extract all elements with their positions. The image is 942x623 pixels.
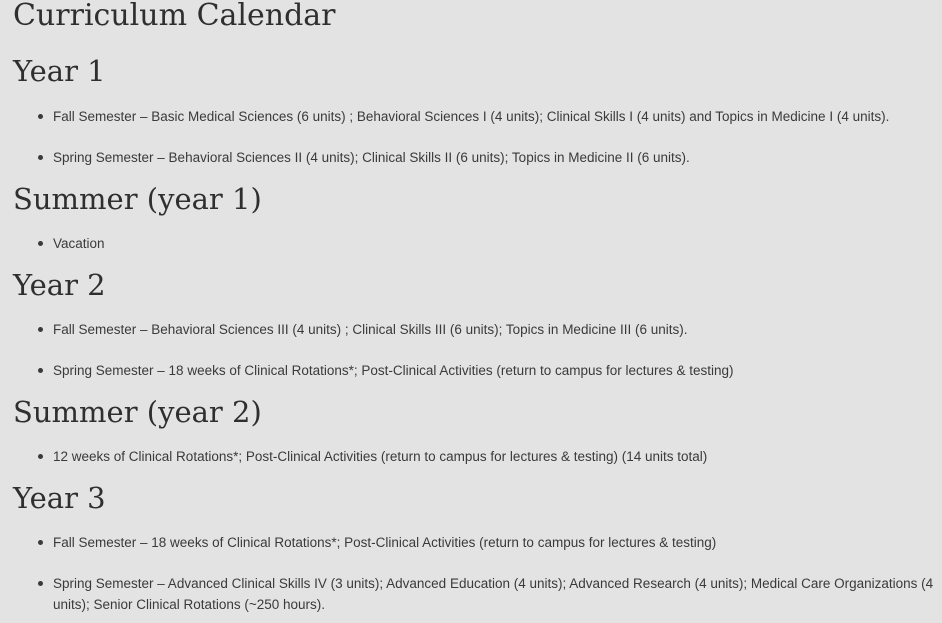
list-item: Fall Semester – Behavioral Sciences III (4 units) ; Clinical Skills III (6 units); Topics in Medicine III (6 units).	[53, 319, 937, 340]
list-item: Fall Semester – Basic Medical Sciences (6 units) ; Behavioral Sciences I (4 units); Clinical Skills I (4 units) and Topics in Medicine I (4 units).	[53, 106, 937, 127]
section-heading-year-2: Year 2	[13, 268, 106, 302]
list-item: Vacation	[53, 233, 937, 254]
list-item: Spring Semester – Advanced Clinical Skills IV (3 units); Advanced Education (4 units); Advanced Research (4 units); Medical Care Organizations (4 units); Senior Clinical Rotations (~250 hours).	[53, 573, 937, 615]
section-heading-summer-year-2: Summer (year 2)	[13, 395, 262, 429]
list-item: Fall Semester – 18 weeks of Clinical Rotations*; Post-Clinical Activities (return to campus for lectures & testing)	[53, 532, 937, 553]
section-heading-year-3: Year 3	[13, 481, 106, 515]
list-item: Spring Semester – Behavioral Sciences II (4 units); Clinical Skills II (6 units); Topics in Medicine II (6 units).	[53, 147, 937, 168]
list-item: 12 weeks of Clinical Rotations*; Post-Clinical Activities (return to campus for lectures & testing) (14 units total)	[53, 446, 937, 467]
section-heading-summer-year-1: Summer (year 1)	[13, 182, 262, 216]
page-title: Curriculum Calendar	[13, 0, 336, 33]
list-item: Spring Semester – 18 weeks of Clinical Rotations*; Post-Clinical Activities (return to campus for lectures & testing)	[53, 360, 937, 381]
section-heading-year-1: Year 1	[13, 54, 106, 88]
